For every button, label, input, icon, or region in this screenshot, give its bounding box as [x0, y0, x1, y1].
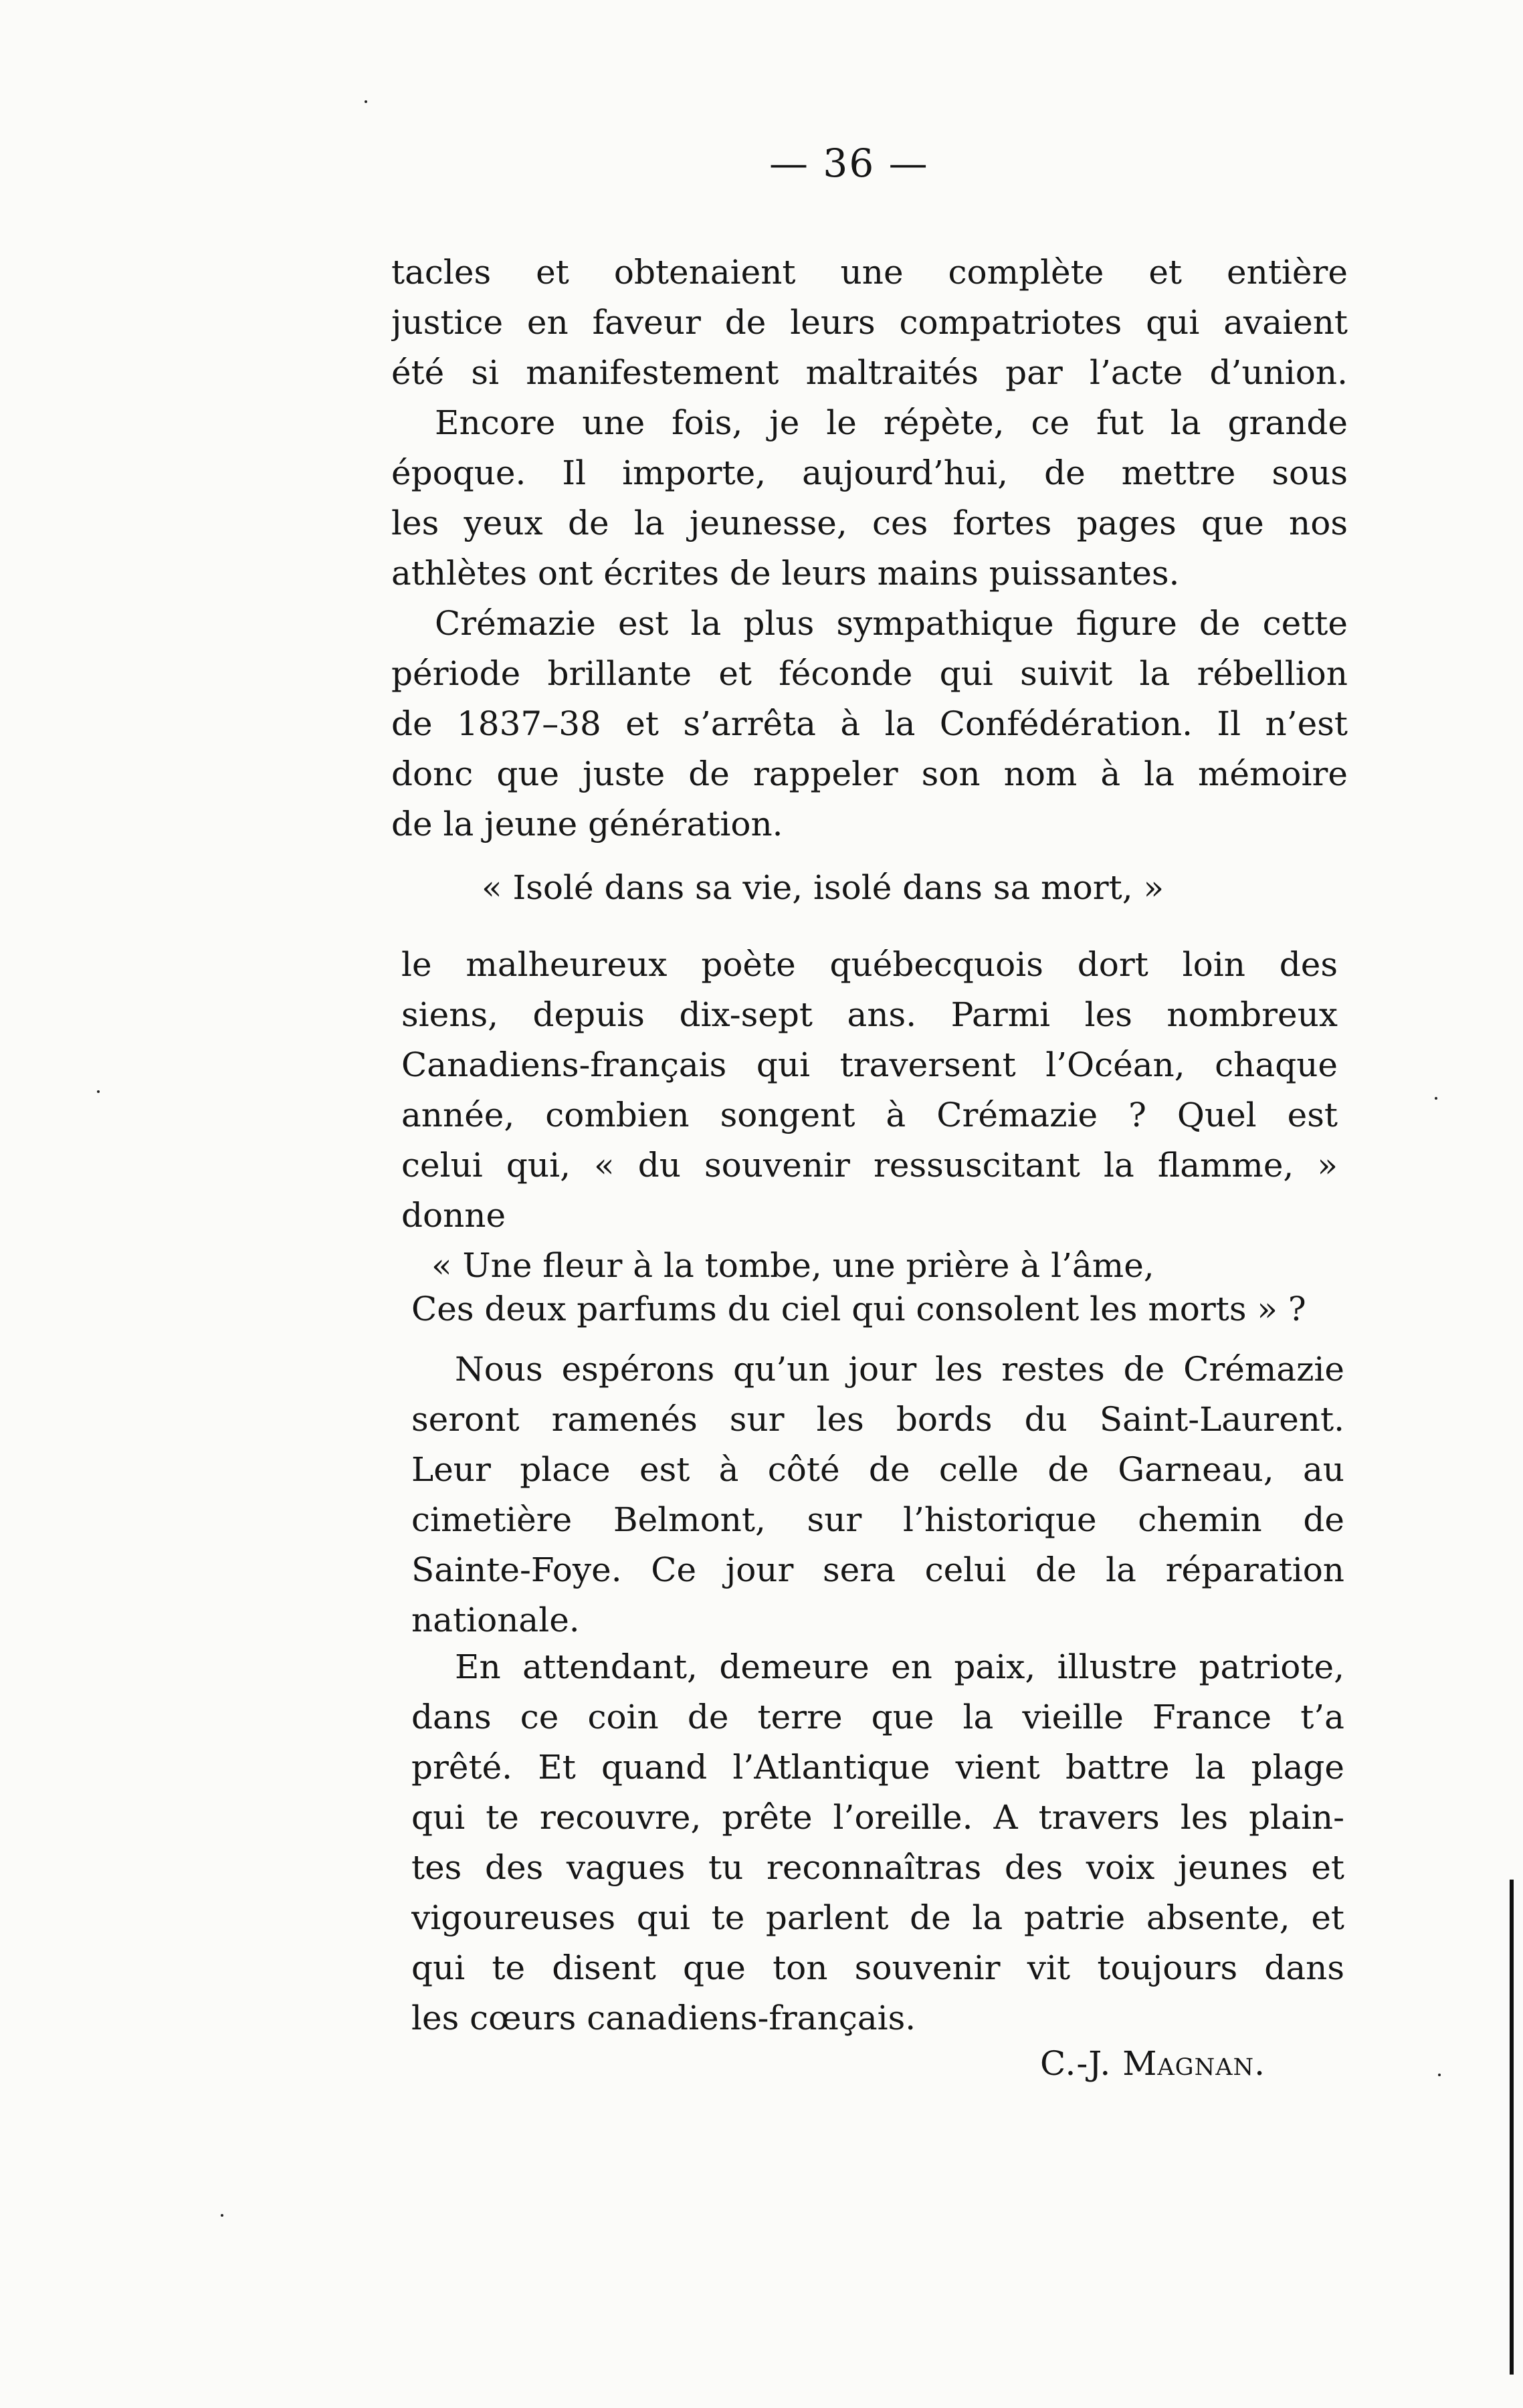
- paragraph-6-line-6: vigoureuses qui te parlent de la patrie absente, et: [411, 1898, 1344, 1937]
- paragraph-3-line-4: donc que juste de rappeler son nom à la mémoire: [391, 755, 1348, 793]
- paragraph-3: [435, 599, 1348, 649]
- paragraph-4-line-6: donne: [401, 1196, 506, 1235]
- paragraph-5: [455, 1344, 1344, 1395]
- paragraph-2: [435, 398, 1348, 448]
- verse-quote-2-line-2: Ces deux parfums du ciel qui consolent les morts » ?: [411, 1290, 1306, 1328]
- verse-quote-2: [411, 1244, 1306, 1331]
- paragraph-6-line-1: En attendant, demeure en paix, illustre patriote,: [455, 1647, 1344, 1686]
- paragraph-1-line-1: tacles et obtenaient une complète et entière: [391, 253, 1348, 292]
- paragraph-6-line-4: qui te recouvre, prête l’oreille. A travers les plain-: [411, 1798, 1344, 1837]
- paragraph-6-line-7: qui te disent que ton souvenir vit toujours dans: [411, 1948, 1344, 1987]
- paragraph-3-continued: [391, 649, 1348, 849]
- paragraph-5-line-3: Leur place est à côté de celle de Garneau, au: [411, 1450, 1344, 1489]
- scan-speck: [365, 100, 367, 103]
- paragraph-5-continued: [411, 1395, 1344, 1645]
- paragraph-5-line-5: Sainte-Foye. Ce jour sera celui de la réparation: [411, 1550, 1344, 1589]
- scan-speck: [97, 1090, 100, 1093]
- paragraph-2-line-1: Encore une fois, je le répète, ce fut la grande: [435, 403, 1348, 442]
- paragraph-1: [391, 247, 1348, 398]
- paragraph-4-line-3: Canadiens-français qui traversent l’Océan, chaque: [401, 1045, 1338, 1084]
- scan-speck: [221, 2214, 223, 2217]
- paragraph-2-continued: [391, 448, 1348, 599]
- scan-speck: [1438, 2074, 1441, 2076]
- paragraph-6: [455, 1642, 1344, 1692]
- verse-quote-2-line-1: « Une fleur à la tombe, une prière à l’âme,: [431, 1246, 1154, 1285]
- paragraph-2-line-3: les yeux de la jeunesse, ces fortes pages que nos: [391, 504, 1348, 542]
- paragraph-6-line-3: prêté. Et quand l’Atlantique vient battre la plage: [411, 1748, 1344, 1787]
- verse-quote-1: « Isolé dans sa vie, isolé dans sa mort, »: [482, 868, 1164, 907]
- paragraph-6-line-2: dans ce coin de terre que la vieille France t’a: [411, 1698, 1344, 1736]
- paragraph-4-line-5: celui qui, « du souvenir ressuscitant la flamme, »: [401, 1146, 1338, 1185]
- paragraph-6-continued: [411, 1692, 1344, 2043]
- paragraph-3-line-2: période brillante et féconde qui suivit la rébellion: [391, 654, 1348, 693]
- paragraph-4-line-4: année, combien songent à Crémazie ? Quel est: [401, 1096, 1338, 1134]
- paragraph-3-line-1: Crémazie est la plus sympathique figure de cette: [435, 604, 1348, 643]
- paragraph-4-line-2: siens, depuis dix-sept ans. Parmi les nombreux: [401, 995, 1338, 1034]
- paragraph-5-line-4: cimetière Belmont, sur l’historique chemin de: [411, 1500, 1344, 1539]
- scan-speck: [1435, 1097, 1437, 1100]
- paragraph-1-line-3: été si manifestement maltraités par l’acte d’union.: [391, 353, 1348, 392]
- paragraph-2-line-2: époque. Il importe, aujourd’hui, de mettre sous: [391, 454, 1348, 492]
- paragraph-4-line-1: le malheureux poète québecquois dort loin des: [401, 945, 1338, 984]
- paragraph-3-line-3: de 1837–38 et s’arrêta à la Confédération. Il n’est: [391, 704, 1348, 743]
- paragraph-5-line-6: nationale.: [411, 1601, 580, 1639]
- paragraph-1-line-2: justice en faveur de leurs compatriotes qui avaient: [391, 303, 1348, 342]
- page-number: — 36 —: [769, 140, 929, 186]
- scan-edge-line: [1510, 1880, 1514, 2375]
- paragraph-5-line-1: Nous espérons qu’un jour les restes de Crémazie: [455, 1350, 1344, 1389]
- paragraph-3-line-5: de la jeune génération.: [391, 805, 783, 843]
- paragraph-6-line-5: tes des vagues tu reconnaîtras des voix jeunes et: [411, 1848, 1344, 1887]
- paragraph-2-line-4: athlètes ont écrites de leurs mains puissantes.: [391, 554, 1180, 593]
- paragraph-6-line-8: les cœurs canadiens-français.: [411, 1999, 916, 2037]
- author-signature: C.-J. Magnan.: [1040, 2044, 1266, 2083]
- paragraph-5-line-2: seront ramenés sur les bords du Saint-Laurent.: [411, 1400, 1344, 1439]
- paragraph-4: [401, 940, 1338, 1241]
